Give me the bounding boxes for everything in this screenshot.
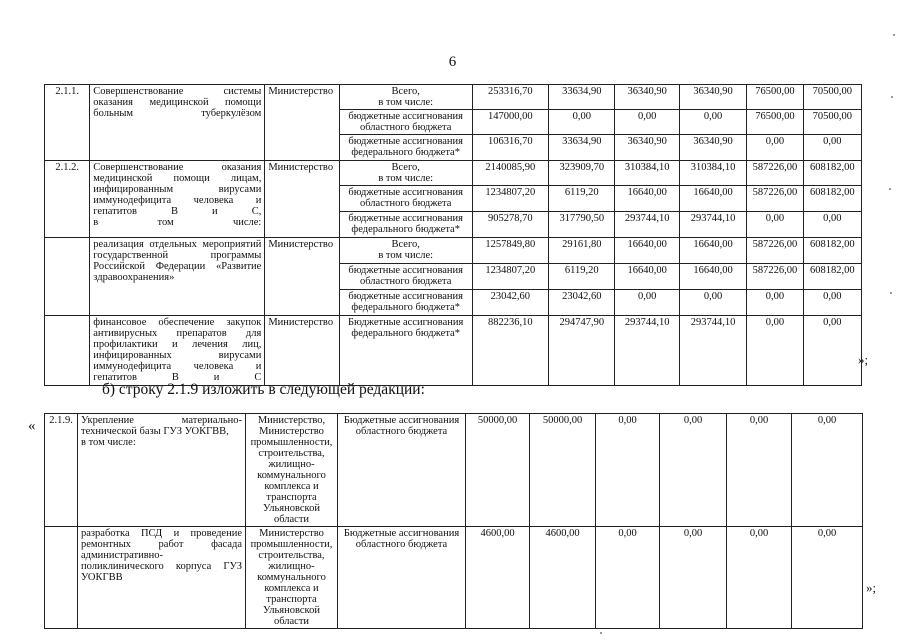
- executor: Министерство: [265, 316, 339, 386]
- amount-cell: 0,00: [615, 110, 679, 135]
- table-row: [45, 527, 863, 629]
- amount-cell: 70500,00: [803, 110, 861, 135]
- amount-cell: 36340,90: [615, 85, 679, 110]
- amount-cell: 0,00: [747, 135, 803, 161]
- amount-cell: 0,00: [803, 290, 861, 316]
- table-row: [45, 238, 862, 264]
- amount-cell: 0,00: [727, 527, 792, 629]
- amount-cell: 1257849,80: [472, 238, 548, 264]
- executor: Министерство: [265, 161, 339, 238]
- amount-cell: 106316,70: [472, 135, 548, 161]
- amount-cell: 608182,00: [803, 264, 861, 290]
- amount-cell: 4600,00: [466, 527, 530, 629]
- amount-cell: 0,00: [747, 316, 803, 386]
- funding-source: Бюджетные ассигнования областного бюджета: [338, 414, 466, 527]
- amount-cell: 293744,10: [679, 316, 746, 386]
- amount-cell: 70500,00: [803, 85, 861, 110]
- amount-cell: 0,00: [679, 110, 746, 135]
- funding-source: Бюджетные ассигнования областного бюджета: [338, 527, 466, 629]
- measure-name: Укрепление материально-технической базы ГУЗ УОКГВВ, в том числе:: [78, 414, 246, 527]
- amount-cell: 16640,00: [679, 238, 746, 264]
- funding-source: бюджетные ассигнования федерального бюджета*: [339, 290, 472, 316]
- row-code: [45, 316, 90, 386]
- table-row: [45, 414, 863, 527]
- table-row: [45, 316, 862, 386]
- amount-cell: 0,00: [792, 414, 863, 527]
- amount-cell: 2140085,90: [472, 161, 548, 186]
- measure-name: Совершенствование оказания медицинской помощи лицам, инфицированным вирусами иммунодефицита человека и гепатитов В и С, в том числе:: [90, 161, 265, 238]
- amount-cell: 0,00: [792, 527, 863, 629]
- amount-cell: 16640,00: [679, 264, 746, 290]
- amount-cell: 23042,60: [549, 290, 615, 316]
- amount-cell: 587226,00: [747, 161, 803, 186]
- amount-cell: 310384,10: [679, 161, 746, 186]
- amount-cell: 317790,50: [549, 212, 615, 238]
- amount-cell: 36340,90: [679, 135, 746, 161]
- amount-cell: 608182,00: [803, 238, 861, 264]
- amount-cell: 293744,10: [615, 316, 679, 386]
- scan-speck: [891, 96, 893, 98]
- amount-cell: 16640,00: [615, 238, 679, 264]
- executor: Министерство промышленности, строительства, жилищно-коммунального комплекса и транспорта Ульяновской области: [246, 527, 338, 629]
- funding-source: бюджетные ассигнования областного бюджета: [339, 186, 472, 212]
- program-table-part1: [44, 84, 862, 386]
- funding-source: бюджетные ассигнования областного бюджета: [339, 110, 472, 135]
- amount-cell: 0,00: [747, 290, 803, 316]
- table-row: [45, 161, 862, 186]
- amount-cell: 253316,70: [472, 85, 548, 110]
- amount-cell: 323909,70: [549, 161, 615, 186]
- amount-cell: 36340,90: [679, 85, 746, 110]
- amount-cell: 16640,00: [615, 264, 679, 290]
- amount-cell: 1234807,20: [472, 264, 548, 290]
- table-row: [45, 85, 862, 110]
- row-code: [45, 238, 90, 316]
- amount-cell: 6119,20: [549, 186, 615, 212]
- amount-cell: 0,00: [549, 110, 615, 135]
- amount-cell: 0,00: [615, 290, 679, 316]
- amount-cell: 310384,10: [615, 161, 679, 186]
- scan-speck: [890, 292, 892, 294]
- amount-cell: 293744,10: [615, 212, 679, 238]
- executor: Министерство: [265, 85, 339, 161]
- amount-cell: 587226,00: [747, 264, 803, 290]
- funding-source: бюджетные ассигнования областного бюджета: [339, 264, 472, 290]
- amount-cell: 608182,00: [803, 161, 861, 186]
- funding-source: бюджетные ассигнования федерального бюджета*: [339, 212, 472, 238]
- amount-cell: 294747,90: [549, 316, 615, 386]
- section-heading: б) строку 2.1.9 изложить в следующей редакции:: [102, 381, 425, 398]
- opening-quote-2: «: [28, 418, 36, 434]
- funding-source: бюджетные ассигнования федерального бюджета*: [339, 135, 472, 161]
- amount-cell: 4600,00: [530, 527, 596, 629]
- measure-name: Совершенствование системы оказания медицинской помощи больным туберкулёзом: [90, 85, 265, 161]
- amount-cell: 147000,00: [472, 110, 548, 135]
- closing-quote-1: »;: [858, 352, 869, 367]
- row-code: [45, 527, 78, 629]
- amount-cell: 50000,00: [466, 414, 530, 527]
- funding-source: Всего, в том числе:: [339, 85, 472, 110]
- amount-cell: 16640,00: [615, 186, 679, 212]
- page-number: 6: [448, 54, 457, 70]
- amount-cell: 905278,70: [472, 212, 548, 238]
- row-code: 2.1.9.: [45, 414, 78, 527]
- amount-cell: 0,00: [803, 212, 861, 238]
- amount-cell: 0,00: [596, 527, 660, 629]
- closing-quote-2: »;: [866, 580, 877, 595]
- amount-cell: 0,00: [596, 414, 660, 527]
- executor: Министерство, Министерство промышленности, строительства, жилищно-коммунального комплекса и транспорта Ульяновской области: [246, 414, 338, 527]
- amount-cell: 587226,00: [747, 186, 803, 212]
- amount-cell: 0,00: [660, 414, 727, 527]
- measure-name: финансовое обеспечение закупок антивирусных препаратов для профилактики и лечения лиц, инфицированных вирусами иммунодефицита человека и гепатитов В и С: [90, 316, 265, 386]
- amount-cell: 1234807,20: [472, 186, 548, 212]
- amount-cell: 50000,00: [530, 414, 596, 527]
- amount-cell: 587226,00: [747, 238, 803, 264]
- row-code: 2.1.1.: [45, 85, 90, 161]
- funding-source: Всего, в том числе:: [339, 238, 472, 264]
- measure-name: реализация отдельных мероприятий государственной программы Российской Федерации «Развитие здравоохранения»: [90, 238, 265, 316]
- amount-cell: 882236,10: [472, 316, 548, 386]
- funding-source: Всего, в том числе:: [339, 161, 472, 186]
- amount-cell: 0,00: [727, 414, 792, 527]
- amount-cell: 33634,90: [549, 85, 615, 110]
- amount-cell: 608182,00: [803, 186, 861, 212]
- amount-cell: 0,00: [679, 290, 746, 316]
- amount-cell: 293744,10: [679, 212, 746, 238]
- amount-cell: 6119,20: [549, 264, 615, 290]
- scan-speck: [600, 632, 602, 634]
- executor: Министерство: [265, 238, 339, 316]
- amount-cell: 76500,00: [747, 110, 803, 135]
- amount-cell: 29161,80: [549, 238, 615, 264]
- amount-cell: 36340,90: [615, 135, 679, 161]
- amount-cell: 0,00: [747, 212, 803, 238]
- measure-name: разработка ПСД и проведение ремонтных работ фасада административно-поликлинического корпуса ГУЗ УОКГВВ: [78, 527, 246, 629]
- scan-speck: [889, 188, 891, 190]
- scan-speck: [893, 34, 895, 36]
- amount-cell: 23042,60: [472, 290, 548, 316]
- amount-cell: 76500,00: [747, 85, 803, 110]
- amount-cell: 0,00: [803, 316, 861, 386]
- program-table-part2: [44, 413, 863, 629]
- amount-cell: 0,00: [660, 527, 727, 629]
- row-code: 2.1.2.: [45, 161, 90, 238]
- funding-source: Бюджетные ассигнования федерального бюджета*: [339, 316, 472, 386]
- amount-cell: 33634,90: [549, 135, 615, 161]
- amount-cell: 0,00: [803, 135, 861, 161]
- amount-cell: 16640,00: [679, 186, 746, 212]
